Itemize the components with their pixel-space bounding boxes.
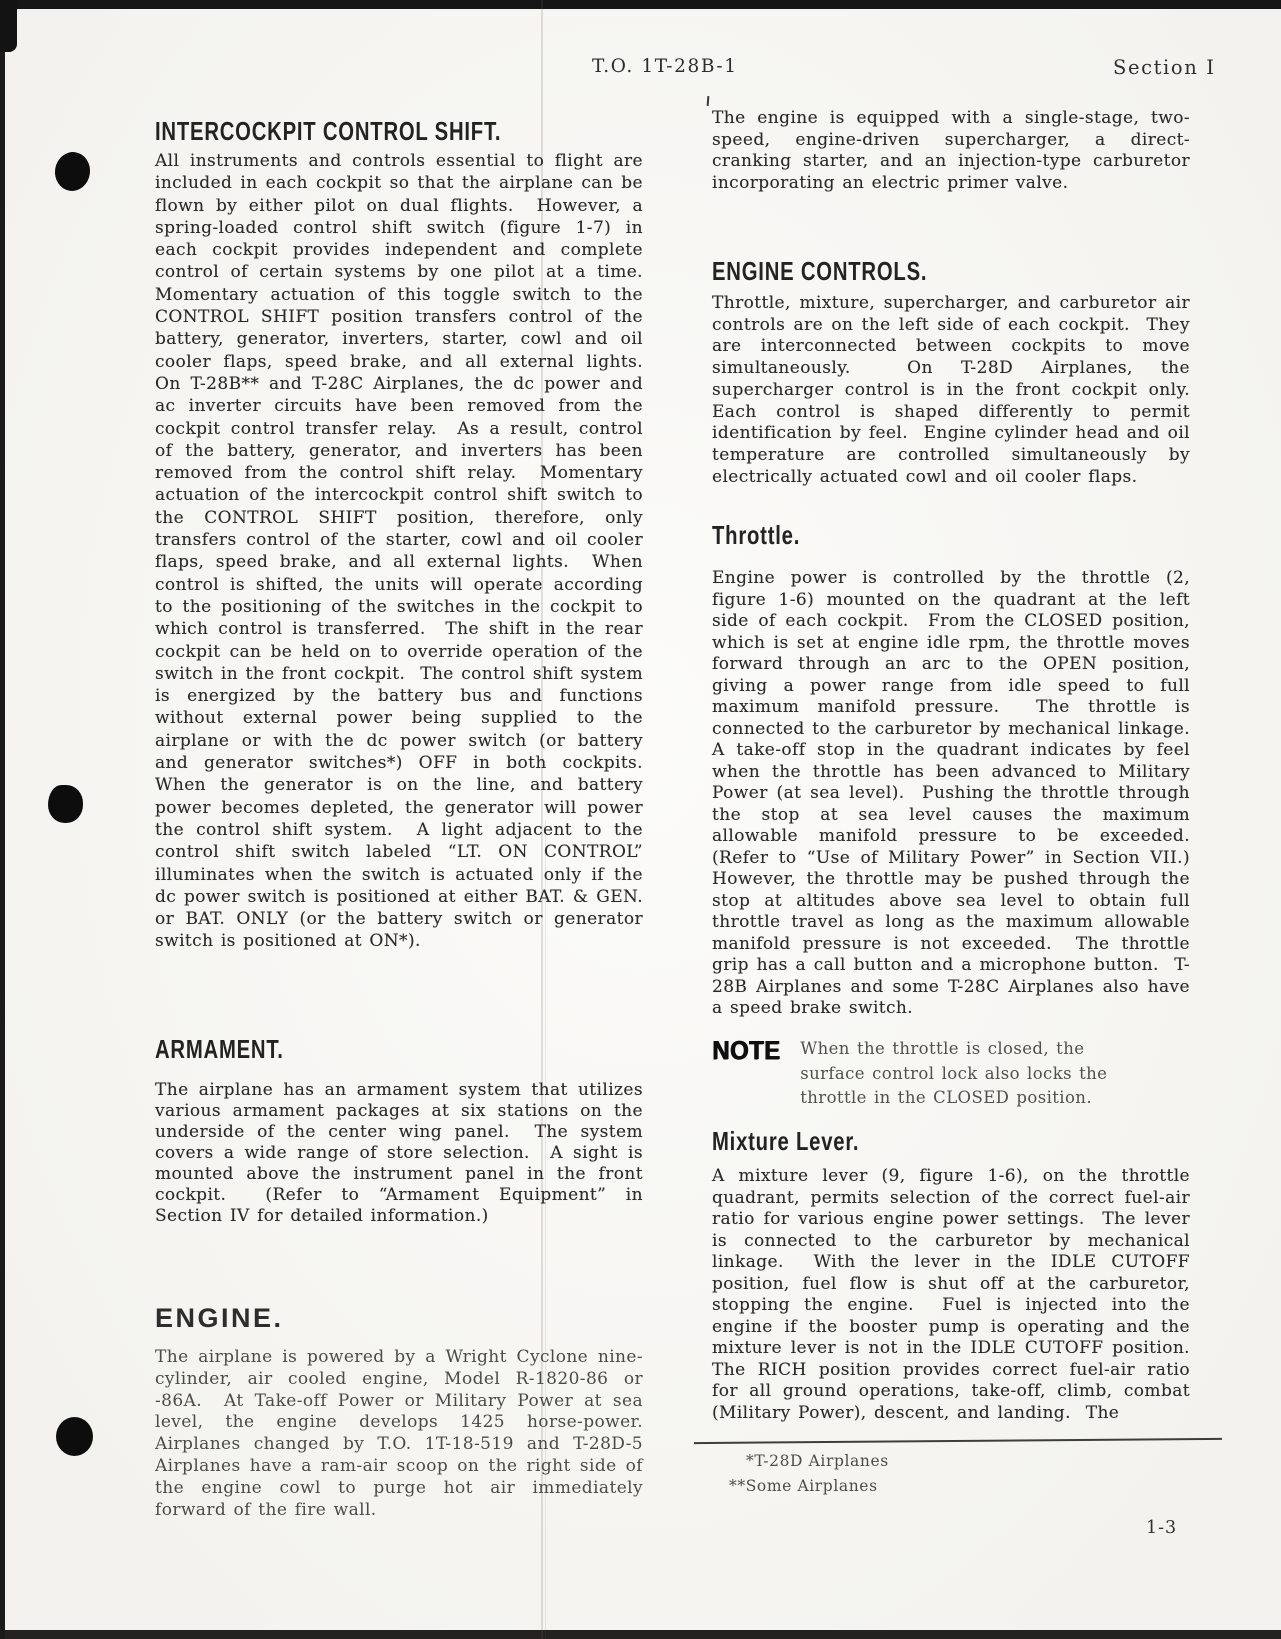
paragraph-engine: The airplane is powered by a Wright Cyclone nine-cylinder, air cooled engine, Model R-1820-86 or -86A. At Take-off Power or Military Power at sea level, the engine develops 1425 horse-power. Airplanes changed by T.O. 1T-18-519 and T-28D-5 Airplanes have a ram-air scoop on the right side of the engine cowl to purge hot air immediately forward of the fire wall. — [155, 1347, 658, 1520]
header-section-label: Section I — [1113, 56, 1216, 79]
heading-text: ENGINE CONTROLS. — [712, 256, 928, 286]
scan-edge-left — [0, 0, 5, 1639]
footnote-some-airplanes: **Some Airplanes — [729, 1477, 878, 1495]
binding-hole-icon — [56, 1417, 93, 1456]
paragraph-mixture-lever: A mixture lever (9, figure 1-6), on the throttle quadrant, permits selection of the correct fuel-air ratio for various engine power settings. The lever is connected to the carburetor by mechanical linkage. With the lever in the IDLE CUTOFF position, fuel flow is shut off at the carburetor, stopping the engine. Fuel is injected into the engine if the booster pump is operating and the mixture lever is not in the IDLE CUTOFF position. The RICH position provides correct fuel-air ratio for all ground operations, take-off, climb, combat (Military Power), descent, and landing. The — [712, 1166, 1205, 1423]
paragraph-armament: The airplane has an armament system that utilizes various armament packages at six stations on the underside of the center wing panel. The system covers a wide range of store selection. A sight is mounted above the instrument panel in the front cockpit. (Refer to “Armament Equipment” in Section IV for detailed information.) — [155, 1080, 651, 1226]
scan-edge-top — [0, 0, 1281, 9]
footnote-t28d: *T-28D Airplanes — [746, 1452, 889, 1470]
heading-engine: ENGINE. — [155, 1303, 284, 1333]
binding-hole-icon — [52, 150, 92, 193]
note-label: NOTE — [712, 1035, 781, 1065]
binding-hole-icon — [48, 785, 83, 823]
heading-mixture-lever — [712, 1126, 1190, 1157]
heading-armament — [155, 1034, 643, 1065]
paragraph-engine-controls: Throttle, mixture, supercharger, and carburetor air controls are on the left side of each cockpit. They are interconnected between cockpits to move simultaneously. On T-28D Airplanes, the supercharger control is in the front cockpit only. Each control is shaped differently to permit identification by feel. Engine cylinder head and oil temperature are controlled simultaneously by electrically actuated cowl and oil cooler flaps. — [712, 293, 1205, 487]
stray-ink-mark — [707, 96, 710, 106]
scan-edge-bottom — [0, 1630, 1281, 1639]
heading-text: Throttle. — [712, 520, 801, 550]
heading-intercockpit-control-shift — [155, 116, 643, 147]
heading-text: Mixture Lever. — [712, 1126, 860, 1156]
note-block — [712, 1037, 1190, 1111]
header-doc-number: T.O. 1T-28B-1 — [592, 56, 738, 77]
paragraph-engine-intro: The engine is equipped with a single-stage, two-speed, engine-driven supercharger, a direct-cranking starter, and an injection-type carburetor incorporating an electric primer valve. — [712, 108, 1198, 194]
scan-corner-top-left — [0, 0, 17, 52]
heading-text: INTERCOCKPIT CONTROL SHIFT. — [155, 116, 502, 146]
footnote-rule — [694, 1438, 1222, 1444]
paragraph-intercockpit-control-shift: All instruments and controls essential to flight are included in each cockpit so that the airplane can be flown by either pilot on dual flights. However, a spring-loaded control shift switch (figure 1-7) in each cockpit provides independent and complete control of certain systems by one pilot at a time. Momentary actuation of this toggle switch to the CONTROL SHIFT position transfers control of the battery, generator, inverters, starter, cowl and oil cooler flaps, speed brake, and all external lights. On T-28B** and T-28C Airplanes, the dc power and ac inverter circuits have been removed from the cockpit control transfer relay. As a result, control of the battery, generator, and inverters has been removed from the control shift relay. Momentary actuation of the intercockpit control shift switch to the CONTROL SHIFT position, therefore, only transfers control of the starter, cowl and oil cooler flaps, speed brake, and all external lights. When control is shifted, the units will operate according to the positioning of the switches in the cockpit to which control is transferred. The shift in the rear cockpit can be held on to override operation of the switch in the front cockpit. The control shift system is energized by the battery bus and functions without external power being supplied to the airplane or with the dc power switch (or battery and generator switches*) OFF in both cockpits. When the generator is on the line, and battery power becomes depleted, the generator will power the control shift system. A light adjacent to the control shift switch labeled “LT. ON CONTROL” illuminates when the switch is actuated only if the dc power switch is positioned at either BAT. & GEN. or BAT. ONLY (or the battery switch or generator switch is positioned at ON*). — [155, 151, 658, 952]
heading-throttle — [712, 520, 1190, 551]
heading-engine-controls — [712, 256, 1190, 287]
paragraph-throttle: Engine power is controlled by the throttle (2, figure 1-6) mounted on the quadrant at the left side of each cockpit. From the CLOSED position, which is set at engine idle rpm, the throttle moves forward through an arc to the OPEN position, giving a power range from idle speed to full maximum manifold pressure. The throttle is connected to the carburetor by mechanical linkage. A take-off stop in the quadrant indicates by feel when the throttle has been advanced to Military Power (at sea level). Pushing the throttle through the stop at sea level causes the maximum allowable manifold pressure to be exceeded. (Refer to “Use of Military Power” in Section VII.) However, the throttle may be pushed through the stop at altitudes above sea level to obtain full throttle travel as long as the maximum allowable manifold pressure is not exceeded. The throttle grip has a call button and a microphone button. T-28B Airplanes and some T-28C Airplanes also have a speed brake switch. — [712, 568, 1205, 1018]
heading-text: ARMAMENT. — [155, 1034, 284, 1064]
page-number: 1-3 — [1146, 1518, 1178, 1538]
note-text: When the throttle is closed, the surface control lock also locks the throttle in the CLOSED position. — [800, 1039, 1108, 1107]
